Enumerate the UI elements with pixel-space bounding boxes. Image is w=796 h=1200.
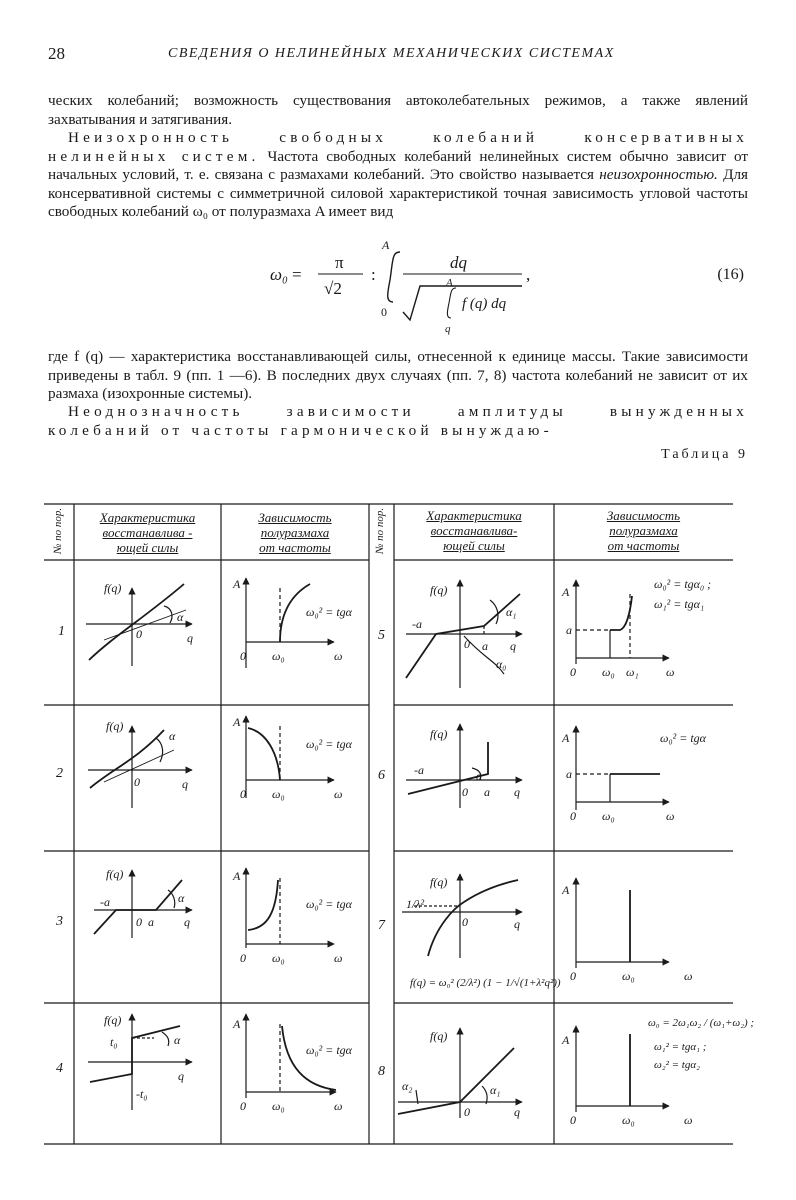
- r5-zero: 0: [464, 637, 470, 651]
- r6-a: a: [484, 785, 490, 799]
- r8-omega0: ω₀: [622, 1113, 635, 1127]
- r1-omega: ω: [334, 649, 343, 663]
- r5-omega: ω: [666, 665, 675, 679]
- r5-A: A: [562, 585, 570, 599]
- r2-alpha: α: [169, 729, 176, 743]
- r7-zero: 0: [462, 915, 468, 929]
- r1-fq: f(q): [104, 581, 122, 595]
- formula-inner-lower: q: [445, 323, 451, 335]
- r7-q: q: [514, 917, 520, 931]
- r7-fq: f(q): [430, 875, 448, 889]
- running-title: СВЕДЕНИЯ О НЕЛИНЕЙНЫХ МЕХАНИЧЕСКИХ СИСТЕМАХ: [168, 46, 615, 61]
- formula-numerator: dq: [450, 253, 467, 272]
- formula-sqrt2: √2: [324, 279, 342, 298]
- r6-omega0: ω₀: [602, 809, 615, 823]
- formula-lhs: ω₀: [270, 265, 288, 284]
- r3-zero: 0: [136, 915, 142, 929]
- r8-zero: 0: [464, 1105, 470, 1119]
- r2-omega: ω: [334, 787, 343, 801]
- r6-a2: a: [566, 767, 572, 781]
- table-caption: Таблица 9: [661, 447, 748, 462]
- r6-minus-a: -a: [414, 763, 424, 777]
- formula-int-lower: 0: [381, 305, 387, 319]
- r7-inv-lambda2: 1/λ²: [406, 897, 425, 911]
- table-grid: [44, 498, 733, 1150]
- r2-fq: f(q): [106, 719, 124, 733]
- r4-A: A: [233, 1017, 241, 1031]
- r1-q: q: [187, 631, 193, 645]
- r1-A: A: [233, 577, 241, 591]
- r2-eq: ω₀² = tgα: [306, 737, 352, 751]
- r7-omega: ω: [684, 969, 693, 983]
- paragraph-2-tail: Для консервативной системы с симметричной силовой характеристикой точная зависимость угловой частоты свободных колебаний ω₀ от полуразмаха A имеет вид: [48, 166, 749, 220]
- paragraph-1: ческих колебаний; возможность существования автоколебательных режимов, а также явлений захватывания и затягивания.: [48, 92, 748, 128]
- r5-a: a: [482, 639, 488, 653]
- r6-eq: ω₀² = tgα: [660, 731, 706, 745]
- r4-fq: f(q): [104, 1013, 122, 1027]
- r6-omega: ω: [666, 809, 675, 823]
- r8-eq-c: ω₂² = tgα₂: [654, 1059, 700, 1071]
- r4-omega: ω: [334, 1099, 343, 1113]
- r8-eq-b: ω₁² = tgα₁ ;: [654, 1041, 707, 1053]
- r8-omega: ω: [684, 1113, 693, 1127]
- col-header-characteristic-right: Характеристика восстанавлива- ющей силы: [426, 508, 522, 553]
- col-header-no-left: № по пор.: [52, 507, 64, 554]
- r2-q: q: [182, 777, 188, 791]
- r6-zero2: 0: [570, 809, 576, 823]
- row-number-2: 2: [56, 766, 63, 781]
- r1-zero2: 0: [240, 649, 246, 663]
- r3-zero2: 0: [240, 951, 246, 965]
- r3-fq: f(q): [106, 867, 124, 881]
- r6-zero: 0: [462, 785, 468, 799]
- r6-q: q: [514, 785, 520, 799]
- r7-omega0: ω₀: [622, 969, 635, 983]
- section-heading-anisochronism: Неизохронность свободных колебаний консервативных нелинейных систем.: [48, 129, 748, 165]
- r5-minus-a: -a: [412, 617, 422, 631]
- col-header-dependence-left: Зависимость полуразмаха от частоты: [258, 510, 332, 555]
- r5-alpha1: α₁: [506, 605, 517, 619]
- col-header-characteristic-left: Характеристика восстанавлива - ющей силы: [99, 510, 196, 555]
- r5-fq: f(q): [430, 583, 448, 597]
- formula-inner-upper: A: [446, 277, 453, 289]
- r5-zero2: 0: [570, 665, 576, 679]
- r5-alpha0: α₀: [496, 657, 507, 671]
- col-header-no-right: № по пор.: [374, 507, 386, 554]
- r2-A: A: [233, 715, 241, 729]
- page-number: 28: [48, 44, 65, 63]
- r1-eq: ω₀² = tgα: [306, 605, 352, 619]
- r5-omega1: ω₁: [626, 665, 639, 679]
- row-number-8: 8: [378, 1064, 385, 1079]
- r3-alpha: α: [178, 891, 185, 905]
- svg-text:=: =: [292, 265, 302, 284]
- r8-fq: f(q): [430, 1029, 448, 1043]
- r4-t0: t₀: [110, 1035, 118, 1049]
- row-number-7: 7: [378, 918, 385, 933]
- r3-A: A: [233, 869, 241, 883]
- r1-zero: 0: [136, 627, 142, 641]
- r3-omega: ω: [334, 951, 343, 965]
- r5-q: q: [510, 639, 516, 653]
- r3-q: q: [184, 915, 190, 929]
- r6-fq: f(q): [430, 727, 448, 741]
- r5-omega0: ω₀: [602, 665, 615, 679]
- paragraph-2: [48, 129, 748, 222]
- paragraph-2-body: Частота свободных колебаний нелинейных систем обычно зависит от начальных условий, т. е. связана с размахами колебаний. Это свойство называется: [48, 147, 749, 183]
- r6-alpha: α: [476, 769, 483, 783]
- formula-inner-integrand: f (q) dq: [462, 296, 507, 312]
- r5-eq0: ω₀² = tgα₀ ;: [654, 577, 712, 591]
- row-number-4: 4: [56, 1061, 63, 1076]
- r1-omega0: ω₀: [272, 649, 285, 663]
- r3-minus-a: -a: [100, 895, 110, 909]
- r7-formula: f(q) = ω₀² (2/λ²) (1 − 1/√(1+λ²q²)): [410, 977, 561, 989]
- r8-q: q: [514, 1105, 520, 1119]
- r6-A: A: [562, 731, 570, 745]
- r7-A: A: [562, 883, 570, 897]
- table-9: [44, 498, 755, 1150]
- row-number-5: 5: [378, 628, 385, 643]
- formula-number: (16): [717, 266, 744, 283]
- r5-eq1: ω₁² = tgα₁: [654, 597, 705, 611]
- r8-A: A: [562, 1033, 570, 1047]
- row-number-6: 6: [378, 768, 385, 783]
- r4-alpha: α: [174, 1033, 181, 1047]
- r1-alpha: α: [177, 610, 184, 624]
- formula-svg: [48, 240, 748, 338]
- formula-int-upper: A: [382, 238, 390, 252]
- r2-zero: 0: [134, 775, 140, 789]
- col-header-dependence-right: Зависимость полуразмаха от частоты: [606, 508, 681, 553]
- r8-eq-a: ω₀ = 2ω₁ω₂ / (ω₁+ω₂) ;: [648, 1017, 755, 1029]
- term-anisochronism: неизохронностью.: [599, 166, 718, 183]
- row-number-3: 3: [56, 914, 63, 929]
- formula-16: [48, 240, 748, 338]
- r5-a2: a: [566, 623, 572, 637]
- r4-zero2: 0: [240, 1099, 246, 1113]
- r4-q: q: [178, 1069, 184, 1083]
- page-header: [48, 44, 748, 68]
- r3-eq: ω₀² = tgα: [306, 897, 352, 911]
- r8-alpha1: α₁: [490, 1083, 501, 1097]
- r4-omega0: ω₀: [272, 1099, 285, 1113]
- r2-omega0: ω₀: [272, 787, 285, 801]
- formula-pi: π: [335, 253, 344, 272]
- r2-zero2: 0: [240, 787, 246, 801]
- r3-a: a: [148, 915, 154, 929]
- r8-alpha2: α₂: [402, 1079, 413, 1093]
- row-number-1: 1: [58, 624, 65, 639]
- r8-zero2: 0: [570, 1113, 576, 1127]
- formula-tail: ,: [526, 265, 531, 284]
- paragraph-4-heading: Неоднозначность зависимости амплитуды вынужденных колебаний от частоты гармонической вынуждаю-: [48, 403, 748, 439]
- r7-zero2: 0: [570, 969, 576, 983]
- formula-colon: :: [371, 265, 376, 284]
- r4-minus-t0: -t₀: [136, 1087, 148, 1101]
- r3-omega0: ω₀: [272, 951, 285, 965]
- paragraph-3: где f (q) — характеристика восстанавливающей силы, отнесенной к единице массы. Такие зависимости приведены в табл. 9 (пп. 1 —6). В последних двух случаях (пп. 7, 8) частота колебаний не зависит от их размаха (изохронные системы).: [48, 348, 748, 402]
- r4-eq: ω₀² = tgα: [306, 1043, 352, 1057]
